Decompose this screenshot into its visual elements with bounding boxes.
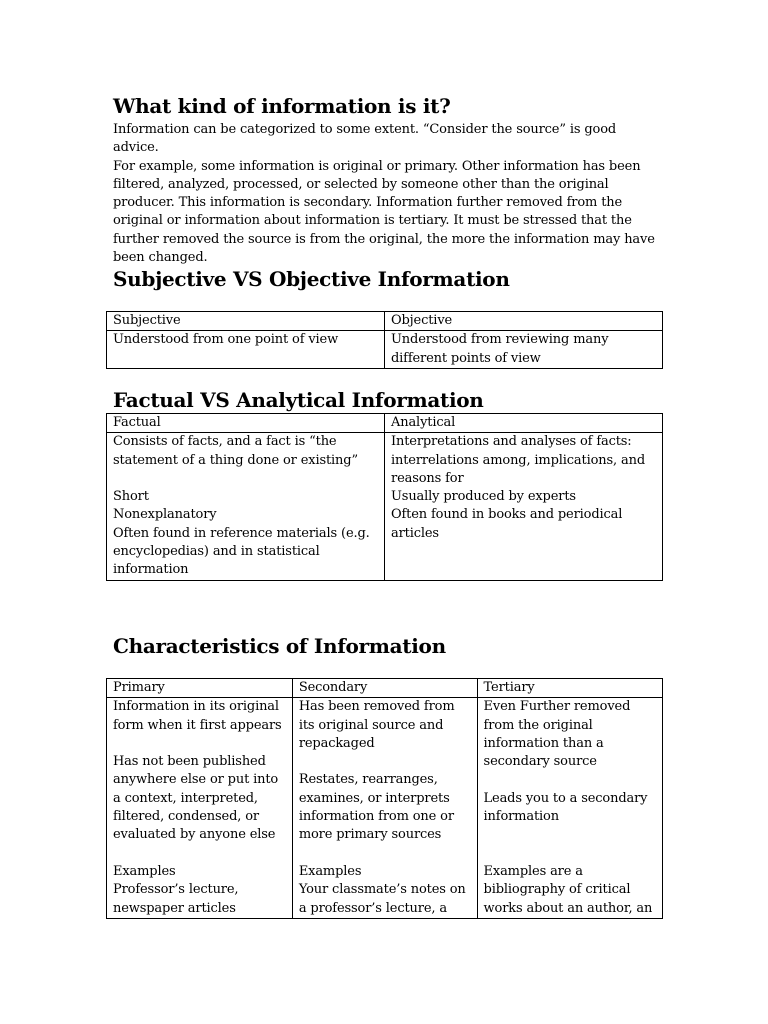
- intro-paragraph: [113, 121, 658, 267]
- table-row: [107, 331, 663, 369]
- cell-objective-description: [385, 331, 663, 369]
- cell-line: Has not been published: [113, 754, 266, 770]
- cell-line: Examples: [113, 863, 176, 879]
- cell-primary-description: [107, 698, 293, 919]
- cell-secondary-description: [292, 698, 477, 919]
- cell-tertiary-description: [477, 698, 662, 919]
- cell-line: Your classmate’s notes on: [298, 882, 466, 898]
- cell-line: encyclopedias) and in statistical: [113, 544, 320, 560]
- table-header-row: [107, 312, 663, 331]
- cell-line: a context, interpreted,: [113, 790, 258, 806]
- intro-line: further removed the source is from the original, the more the information may have: [113, 231, 655, 247]
- main-heading: What kind of information is it?: [113, 94, 451, 118]
- cell-line: newspaper articles: [113, 900, 236, 916]
- header-cell-analytical: Analytical: [385, 414, 663, 433]
- cell-line: Examples are a: [483, 863, 583, 879]
- cell-line: anywhere else or put into: [113, 772, 279, 788]
- cell-line: evaluated by anyone else: [113, 827, 276, 843]
- cell-line: Information in its original: [113, 699, 279, 715]
- cell-line: reasons for: [391, 470, 464, 486]
- cell-line: a professor’s lecture, a: [298, 900, 447, 916]
- cell-line: Has been removed from: [298, 699, 455, 715]
- cell-line: its original source and: [298, 717, 444, 733]
- cell-line: filtered, condensed, or: [113, 809, 259, 825]
- table-row: [107, 698, 663, 919]
- cell-line: Often found in books and periodical: [391, 507, 623, 523]
- cell-line: examines, or interprets: [298, 790, 450, 806]
- cell-line: [484, 845, 656, 863]
- cell-line: Leads you to a secondary: [483, 790, 648, 806]
- cell-line: information from one or: [298, 809, 454, 825]
- cell-line: from the original: [483, 717, 593, 733]
- cell-line: Professor’s lecture,: [113, 882, 239, 898]
- cell-line: Nonexplanatory: [113, 507, 217, 523]
- subjective-objective-heading: Subjective VS Objective Information: [113, 267, 510, 291]
- intro-line: For example, some information is original or primary. Other information has been: [113, 158, 641, 174]
- cell-line: information: [483, 809, 559, 825]
- cell-line: different points of view: [391, 350, 541, 366]
- factual-analytical-table: [106, 413, 663, 581]
- header-cell-tertiary: Tertiary: [477, 679, 662, 698]
- cell-line: Consists of facts, and a fact is “the: [113, 434, 337, 450]
- header-cell-secondary: Secondary: [292, 679, 477, 698]
- cell-line: form when it first appears: [113, 717, 282, 733]
- cell-line: more primary sources: [298, 827, 442, 843]
- cell-line: [113, 735, 286, 753]
- cell-line: information than a: [483, 735, 604, 751]
- cell-factual-description: [107, 433, 385, 580]
- table-header-row: [107, 679, 663, 698]
- cell-line: articles: [391, 525, 439, 541]
- cell-line: works about an author, an: [483, 900, 653, 916]
- cell-line: Short: [113, 489, 149, 505]
- cell-line: information: [113, 562, 189, 578]
- cell-line: Examples: [298, 863, 362, 879]
- intro-line: been changed.: [113, 250, 208, 266]
- factual-analytical-heading: Factual VS Analytical Information: [113, 388, 484, 412]
- cell-line: Understood from reviewing many: [391, 332, 609, 348]
- cell-line: secondary source: [483, 754, 597, 770]
- cell-line: Understood from one point of view: [113, 332, 339, 348]
- header-cell-objective: Objective: [385, 312, 663, 331]
- characteristics-heading: Characteristics of Information: [113, 634, 446, 658]
- cell-line: [484, 826, 656, 844]
- cell-subjective-description: [107, 331, 385, 369]
- cell-line: Usually produced by experts: [391, 489, 576, 505]
- cell-line: Interpretations and analyses of facts:: [391, 434, 632, 450]
- subjective-objective-table: [106, 311, 663, 369]
- cell-line: statement of a thing done or existing”: [113, 452, 358, 468]
- cell-line: [113, 845, 286, 863]
- table-row: [107, 433, 663, 580]
- intro-line: original or information about information is tertiary. It must be stressed that the: [113, 213, 632, 229]
- cell-line: repackaged: [298, 735, 375, 751]
- cell-line: interrelations among, implications, and: [391, 452, 645, 468]
- cell-line: [299, 845, 471, 863]
- cell-line: [299, 753, 471, 771]
- intro-line: Information can be categorized to some extent. “Consider the source” is good advice.: [113, 122, 617, 156]
- header-cell-primary: Primary: [107, 679, 293, 698]
- cell-line: Often found in reference materials (e.g.: [113, 525, 370, 541]
- intro-line: filtered, analyzed, processed, or selected by someone other than the original: [113, 176, 609, 192]
- cell-line: Even Further removed: [483, 699, 631, 715]
- header-cell-subjective: Subjective: [107, 312, 385, 331]
- characteristics-table: [106, 678, 663, 919]
- header-cell-factual: Factual: [107, 414, 385, 433]
- table-header-row: [107, 414, 663, 433]
- cell-line: Restates, rearranges,: [298, 772, 438, 788]
- cell-analytical-description: [385, 433, 663, 580]
- intro-line: producer. This information is secondary. Information further removed from the: [113, 195, 623, 211]
- cell-line: [484, 771, 656, 789]
- cell-line: [113, 470, 378, 488]
- cell-line: bibliography of critical: [483, 882, 631, 898]
